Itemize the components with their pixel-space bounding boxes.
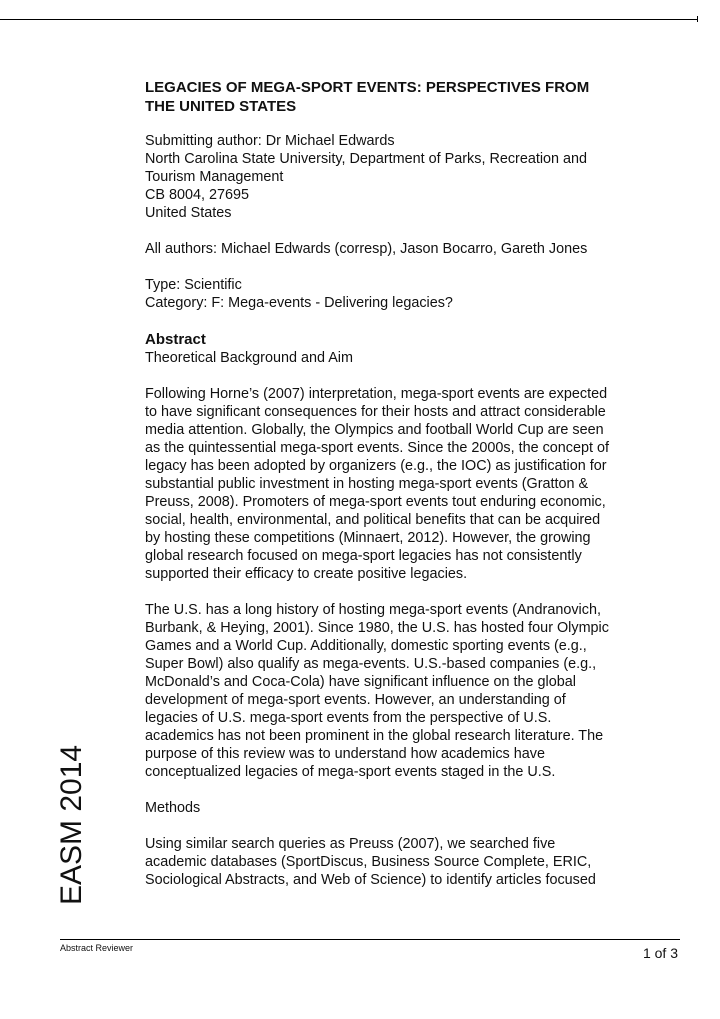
text-line: Games and a World Cup. Additionally, domestic sporting events (e.g., (145, 638, 587, 654)
paragraph-1 (145, 385, 690, 583)
text-line: legacies of U.S. mega-sport events from the perspective of U.S. (145, 710, 552, 726)
text-line: Using similar search queries as Preuss (2007), we searched five (145, 836, 556, 852)
footer-reviewer-label: Abstract Reviewer (60, 943, 134, 953)
text-line: Super Bowl) also qualify as mega-events. U.S.-based companies (e.g., (145, 656, 597, 672)
affiliation-line: Tourism Management (145, 169, 284, 185)
section-heading-methods: Methods (145, 800, 201, 816)
title-line: THE UNITED STATES (145, 98, 297, 115)
text-line: legacy has been adopted by organizers (e.g., the IOC) as justification for (145, 458, 607, 474)
text-line: global research focused on mega-sport legacies has not consistently (145, 548, 582, 564)
submission-category: Category: F: Mega-events - Delivering legacies? (145, 295, 453, 311)
document-title (145, 78, 690, 116)
text-line: by hosting these competitions (Minnaert, 2012). However, the growing (145, 530, 591, 546)
header-rule (0, 19, 697, 20)
all-authors: All authors: Michael Edwards (corresp), Jason Bocarro, Gareth Jones (145, 241, 588, 257)
paragraph-3 (145, 835, 690, 889)
affiliation-line: North Carolina State University, Department of Parks, Recreation and (145, 151, 588, 167)
text-line: development of mega-sport events. However, an understanding of (145, 692, 566, 708)
text-line: Preuss, 2008). Promoters of mega-sport events tout enduring economic, (145, 494, 606, 510)
text-line: substantial public investment in hosting mega-sport events (Gratton & (145, 476, 589, 492)
text-line: Following Horne’s (2007) interpretation, mega-sport events are expected (145, 386, 608, 402)
text-line: academic databases (SportDiscus, Business Source Complete, ERIC, (145, 854, 592, 870)
paragraph-2 (145, 601, 690, 781)
document-body (145, 78, 690, 889)
abstract-heading: Abstract (145, 331, 206, 348)
footer-rule (60, 939, 680, 940)
text-line: purpose of this review was to understand how academics have (145, 746, 545, 762)
text-line: academics has not been prominent in the global research literature. The (145, 728, 604, 744)
text-line: to have significant consequences for their hosts and attract considerable (145, 404, 606, 420)
page-number: 1 of 3 (642, 945, 678, 961)
text-line: The U.S. has a long history of hosting mega-sport events (Andranovich, (145, 602, 601, 618)
text-line: Burbank, & Heying, 2001). Since 1980, the U.S. has hosted four Olympic (145, 620, 609, 636)
header-rule-tick (697, 16, 698, 22)
text-line: Sociological Abstracts, and Web of Science) to identify articles focused (145, 872, 596, 888)
text-line: supported their efficacy to create positive legacies. (145, 566, 468, 582)
conference-side-label: EASM 2014 (55, 744, 88, 905)
country: United States (145, 205, 232, 221)
text-line: media attention. Globally, the Olympics and football World Cup are seen (145, 422, 604, 438)
postal-code: CB 8004, 27695 (145, 187, 250, 203)
author-block (145, 132, 690, 222)
submitting-author: Submitting author: Dr Michael Edwards (145, 133, 395, 149)
title-line: LEGACIES OF MEGA-SPORT EVENTS: PERSPECTIVES FROM (145, 79, 590, 96)
submission-type: Type: Scientific (145, 277, 242, 293)
text-line: McDonald’s and Coca-Cola) have significant influence on the global (145, 674, 576, 690)
section-heading-background: Theoretical Background and Aim (145, 350, 353, 366)
text-line: social, health, environmental, and political benefits that can be acquired (145, 512, 601, 528)
text-line: conceptualized legacies of mega-sport events staged in the U.S. (145, 764, 556, 780)
text-line: as the quintessential mega-sport events. Since the 2000s, the concept of (145, 440, 609, 456)
